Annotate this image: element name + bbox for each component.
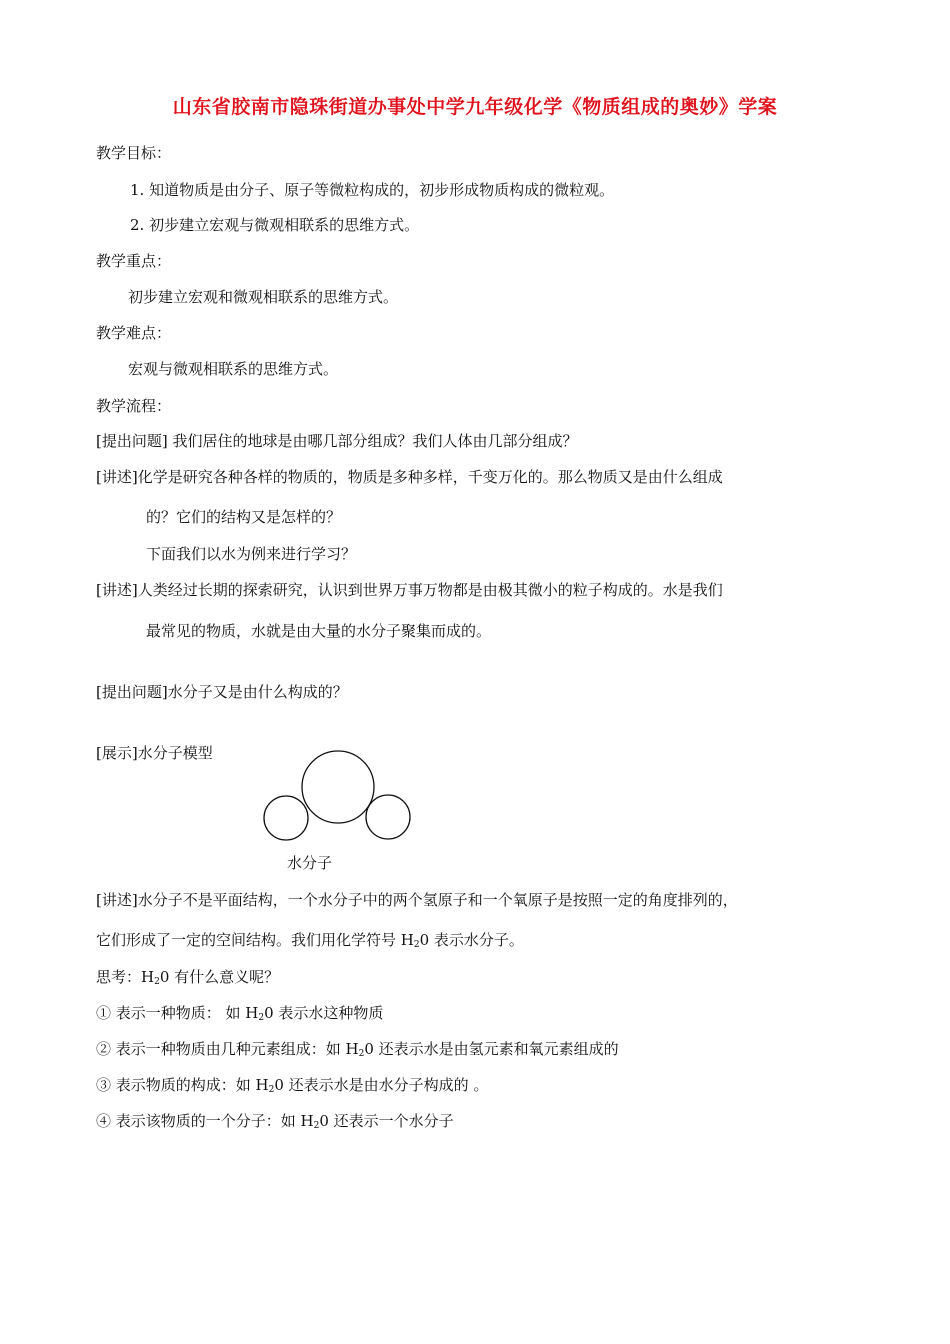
hydrogen-atom-right-circle [366, 795, 410, 839]
model-caption: 水分子 [287, 854, 333, 872]
objective-item-1: 1. 知道物质是由分子、原子等微粒构成的，初步形成物质构成的微粒观。 [130, 181, 615, 199]
key-points-text: 初步建立宏观和微观相联系的思维方式。 [128, 288, 399, 306]
objectives-heading: 教学目标： [96, 144, 172, 162]
question-1: [提出问题] 我们居住的地球是由哪几部分组成？我们人体由几部分组成？ [96, 432, 578, 450]
talk-3-line-2: 它们形成了一定的空间结构。我们用化学符号 $H_20$ 表示水分子。 [96, 931, 524, 950]
oxygen-atom-circle [302, 751, 374, 823]
talk-3-line-1: [讲述]水分子不是平面结构，一个水分子中的两个氢原子和一个氧原子是按照一定的角度排列的， [96, 891, 738, 909]
key-points-heading: 教学重点： [96, 252, 172, 270]
document-title: 山东省胶南市隐珠街道办事处中学九年级化学《物质组成的奥妙》学案 [172, 96, 778, 118]
show-model-label: [展示]水分子模型 [96, 744, 213, 762]
process-heading: 教学流程： [96, 397, 172, 415]
talk-2-line-2: 最常见的物质，水就是由大量的水分子聚集而成的。 [146, 622, 492, 640]
difficulties-heading: 教学难点： [96, 324, 172, 342]
talk-1-line-1: [讲述]化学是研究各种各样的物质的，物质是多种多样，千变万化的。那么物质又是由什么组成 [96, 468, 723, 486]
question-2: [提出问题]水分子又是由什么构成的？ [96, 683, 348, 701]
objective-item-2: 2. 初步建立宏观与微观相联系的思维方式。 [130, 216, 420, 234]
hydrogen-atom-left-circle [264, 796, 308, 840]
talk-2-line-1: [讲述]人类经过长期的探索研究，认识到世界万事万物都是由极其微小的粒子构成的。水是我们 [96, 581, 723, 599]
meaning-2: ② 表示一种物质由几种元素组成：如 $H_20$ 还表示水是由氢元素和氧元素组成的 [96, 1040, 619, 1059]
meaning-3: ③ 表示物质的构成：如 $H_20$ 还表示水是由水分子构成的 。 [96, 1076, 489, 1095]
talk-1-line-3: 下面我们以水为例来进行学习？ [146, 545, 357, 563]
difficulties-text: 宏观与微观相联系的思维方式。 [128, 360, 339, 378]
think-prompt: 思考：$H_20$ 有什么意义呢？ [96, 968, 280, 987]
talk-1-line-2: 的？它们的结构又是怎样的？ [146, 508, 342, 526]
meaning-4: ④ 表示该物质的一个分子：如 $H_20$ 还表示一个水分子 [96, 1112, 454, 1131]
meaning-1: ① 表示一种物质： 如 $H_20$ 表示水这种物质 [96, 1004, 384, 1023]
